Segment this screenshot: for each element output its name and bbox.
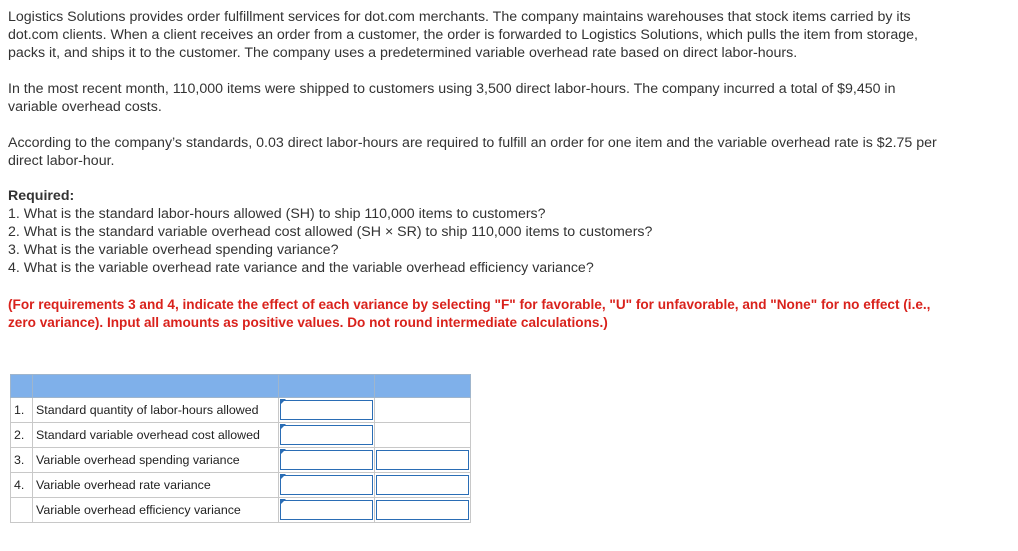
effect-cell — [375, 498, 471, 523]
row-number: 3. — [11, 448, 33, 473]
effect-select[interactable] — [376, 475, 469, 495]
required-item-3: 3. What is the variable overhead spending variance? — [8, 242, 339, 258]
required-item-4: 4. What is the variable overhead rate variance and the variable overhead efficiency variance? — [8, 260, 594, 276]
amount-cell — [279, 398, 375, 423]
effect-cell — [375, 448, 471, 473]
row-number: 1. — [11, 398, 33, 423]
amount-input[interactable] — [280, 400, 373, 420]
instruction-text: (For requirements 3 and 4, indicate the effect of each variance by selecting "F" for favorable, "U" for unfavorable, and "None" for no effect (i.e., zero variance). Input all amounts as positive values. Do not round intermediate calculations.) — [8, 297, 931, 330]
empty-cell — [375, 423, 471, 448]
header-cell — [375, 375, 471, 398]
empty-cell — [375, 398, 471, 423]
amount-cell — [279, 498, 375, 523]
question-content — [8, 8, 938, 331]
required-title: Required: — [8, 188, 75, 204]
problem-paragraph-2: In the most recent month, 110,000 items were shipped to customers using 3,500 direct labor-hours. The company incurred a total of $9,450 in variable overhead costs. — [8, 81, 896, 115]
answer-table-header — [11, 375, 471, 398]
table-row — [11, 398, 471, 423]
problem-paragraph-1: Logistics Solutions provides order fulfillment services for dot.com merchants. The company maintains warehouses that stock items carried by its dot.com clients. When a client receives an order from a customer, the order is forwarded to Logistics Solutions, which pulls the item from storage, packs it, and ships it to the customer. The company uses a predetermined variable overhead rate based on direct labor-hours. — [8, 9, 918, 61]
table-row — [11, 423, 471, 448]
table-row — [11, 498, 471, 523]
problem-paragraph-3: According to the company’s standards, 0.03 direct labor-hours are required to fulfill an order for one item and the variable overhead rate is $2.75 per direct labor-hour. — [8, 135, 937, 169]
effect-select[interactable] — [376, 450, 469, 470]
effect-select[interactable] — [376, 500, 469, 520]
required-item-1: 1. What is the standard labor-hours allowed (SH) to ship 110,000 items to customers? — [8, 206, 546, 222]
input-marker-icon — [280, 474, 286, 480]
header-cell — [11, 375, 33, 398]
row-label: Standard variable overhead cost allowed — [33, 423, 279, 448]
input-marker-icon — [280, 399, 286, 405]
amount-input[interactable] — [280, 475, 373, 495]
amount-input[interactable] — [280, 425, 373, 445]
input-marker-icon — [280, 499, 286, 505]
row-number: 2. — [11, 423, 33, 448]
effect-cell — [375, 473, 471, 498]
answer-table — [10, 374, 471, 523]
table-row — [11, 473, 471, 498]
input-marker-icon — [280, 424, 286, 430]
required-item-2: 2. What is the standard variable overhead cost allowed (SH × SR) to ship 110,000 items to customers? — [8, 224, 653, 240]
amount-cell — [279, 423, 375, 448]
amount-input[interactable] — [280, 450, 373, 470]
amount-cell — [279, 473, 375, 498]
header-cell — [33, 375, 279, 398]
amount-input[interactable] — [280, 500, 373, 520]
row-number — [11, 498, 33, 523]
row-label: Variable overhead spending variance — [33, 448, 279, 473]
header-cell — [279, 375, 375, 398]
row-label: Standard quantity of labor-hours allowed — [33, 398, 279, 423]
row-label: Variable overhead efficiency variance — [33, 498, 279, 523]
amount-cell — [279, 448, 375, 473]
input-marker-icon — [280, 449, 286, 455]
row-label: Variable overhead rate variance — [33, 473, 279, 498]
row-number: 4. — [11, 473, 33, 498]
table-row — [11, 448, 471, 473]
